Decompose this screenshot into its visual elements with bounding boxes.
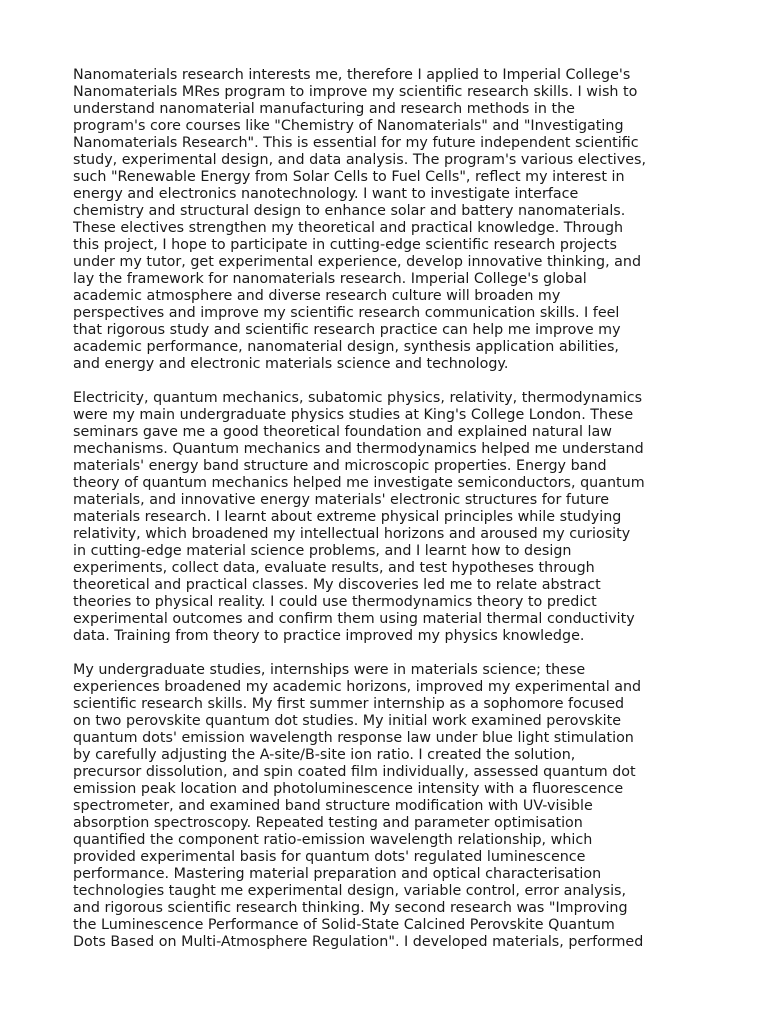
text-line: theoretical and practical classes. My discoveries led me to relate abstract [73,577,601,593]
text-line: relativity, which broadened my intellectual horizons and aroused my curiosity [73,526,631,542]
text-line: such "Renewable Energy from Solar Cells to Fuel Cells", reflect my interest in [73,169,625,185]
text-line: provided experimental basis for quantum dots' regulated luminescence [73,849,586,865]
text-line: emission peak location and photoluminescence intensity with a fluorescence [73,781,624,797]
text-line: quantum dots' emission wavelength response law under blue light stimulation [73,730,634,746]
text-line: the Luminescence Performance of Solid-State Calcined Perovskite Quantum [73,917,615,933]
text-line: Nanomaterials MRes program to improve my scientific research skills. I wish to [73,84,638,100]
text-line: were my main undergraduate physics studies at King's College London. These [73,407,634,423]
text-line: on two perovskite quantum dot studies. My initial work examined perovskite [73,713,622,729]
text-line: and energy and electronic materials science and technology. [73,356,509,372]
text-line: and rigorous scientific research thinking. My second research was "Improving [73,900,628,916]
text-line: energy and electronics nanotechnology. I want to investigate interface [73,186,579,202]
text-line: perspectives and improve my scientific research communication skills. I feel [73,305,620,321]
paragraph [73,662,703,951]
text-line: Dots Based on Multi-Atmosphere Regulation". I developed materials, performed [73,934,644,950]
text-line: that rigorous study and scientific research practice can help me improve my [73,322,621,338]
text-line: academic atmosphere and diverse research culture will broaden my [73,288,561,304]
text-line: in cutting-edge material science problems, and I learnt how to design [73,543,572,559]
text-line: experiments, collect data, evaluate results, and test hypotheses through [73,560,595,576]
text-line: program's core courses like "Chemistry of Nanomaterials" and "Investigating [73,118,624,134]
text-line: data. Training from theory to practice improved my physics knowledge. [73,628,585,644]
paragraph [73,67,703,373]
text-line: understand nanomaterial manufacturing and research methods in the [73,101,575,117]
text-line: mechanisms. Quantum mechanics and thermodynamics helped me understand [73,441,644,457]
text-line: materials, and innovative energy materials' electronic structures for future [73,492,610,508]
text-line: technologies taught me experimental design, variable control, error analysis, [73,883,627,899]
text-line: Nanomaterials Research". This is essential for my future independent scientific [73,135,639,151]
text-line: this project, I hope to participate in cutting-edge scientific research projects [73,237,617,253]
text-line: precursor dissolution, and spin coated film individually, assessed quantum dot [73,764,636,780]
text-line: by carefully adjusting the A-site/B-site ion ratio. I created the solution, [73,747,576,763]
text-line: chemistry and structural design to enhance solar and battery nanomaterials. [73,203,626,219]
text-line: seminars gave me a good theoretical foundation and explained natural law [73,424,612,440]
text-line: academic performance, nanomaterial design, synthesis application abilities, [73,339,619,355]
text-line: spectrometer, and examined band structure modification with UV-visible [73,798,593,814]
text-line: These electives strengthen my theoretical and practical knowledge. Through [73,220,624,236]
text-line: performance. Mastering material preparation and optical characterisation [73,866,602,882]
text-line: My undergraduate studies, internships were in materials science; these [73,662,586,678]
text-line: quantified the component ratio-emission wavelength relationship, which [73,832,593,848]
text-line: under my tutor, get experimental experience, develop innovative thinking, and [73,254,642,270]
text-line: study, experimental design, and data analysis. The program's various electives, [73,152,647,168]
text-line: theory of quantum mechanics helped me investigate semiconductors, quantum [73,475,645,491]
text-line: scientific research skills. My first summer internship as a sophomore focused [73,696,625,712]
text-line: lay the framework for nanomaterials research. Imperial College's global [73,271,587,287]
text-line: experimental outcomes and confirm them using material thermal conductivity [73,611,635,627]
document-body [73,67,703,968]
text-line: experiences broadened my academic horizons, improved my experimental and [73,679,642,695]
text-line: theories to physical reality. I could use thermodynamics theory to predict [73,594,597,610]
text-line: materials research. I learnt about extreme physical principles while studying [73,509,622,525]
text-line: materials' energy band structure and microscopic properties. Energy band [73,458,607,474]
text-line: Electricity, quantum mechanics, subatomic physics, relativity, thermodynamics [73,390,643,406]
text-line: Nanomaterials research interests me, therefore I applied to Imperial College's [73,67,631,83]
paragraph [73,390,703,645]
text-line: absorption spectroscopy. Repeated testing and parameter optimisation [73,815,583,831]
